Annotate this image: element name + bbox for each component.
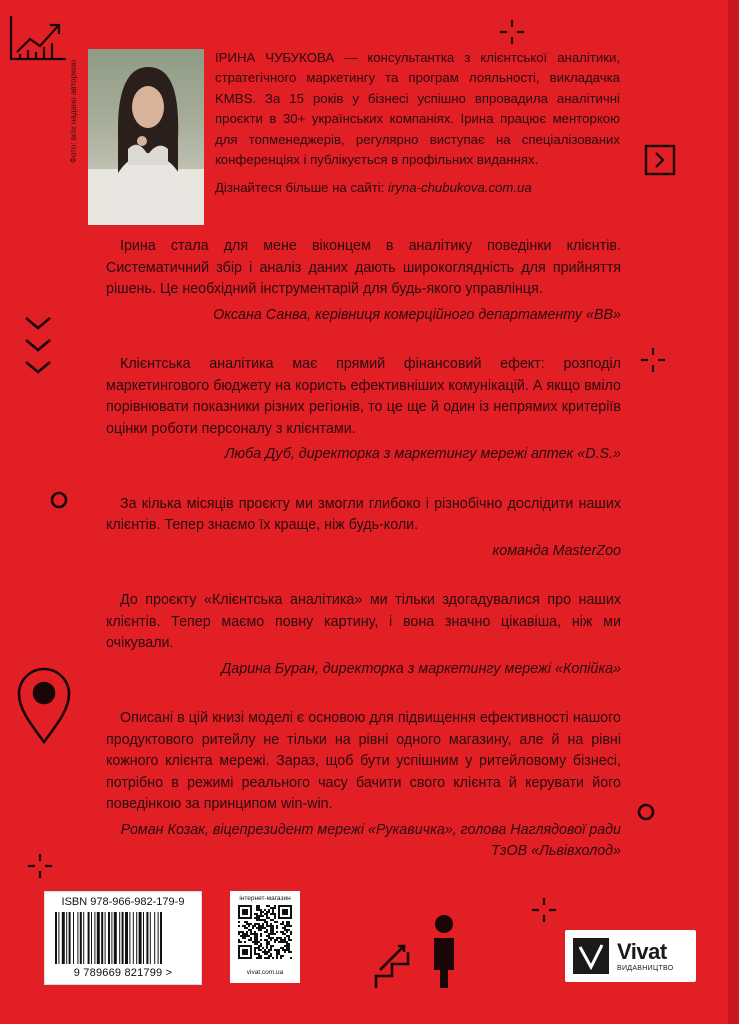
map-pin-icon	[16, 667, 72, 745]
circle-icon	[636, 802, 656, 822]
career-stairs-person-icon	[374, 908, 466, 990]
testimonial-text: До проєкту «Клієнтська аналітика» ми тільки здогадувалися про наших клієнтів. Тепер маємо повну картину, і вона значно цікавіша, ніж ми очікували.	[106, 592, 621, 651]
photo-credit: Фото: всіх надано авторкою	[69, 60, 78, 164]
testimonial	[106, 494, 621, 563]
testimonial-author: Роман Козак, віцепрезидент мережі «Рукавичка», голова Наглядової ради ТзОВ «Львівхолод»	[120, 821, 621, 859]
sparkle-icon	[26, 852, 54, 880]
testimonial-text: Ірина стала для мене віконцем в аналітику поведінки клієнтів. Систематичний збір і аналіз даних дають широкоглядність для прийняття рішень. Це необхідний інструментарій для будь-якого управлінця.	[106, 238, 621, 297]
author-photo	[88, 49, 204, 225]
chevron-right-box-icon	[644, 144, 676, 176]
barcode-graphic	[53, 912, 193, 966]
qr-code-graphic[interactable]	[238, 905, 292, 959]
testimonial	[106, 590, 621, 680]
testimonial-text: За кілька місяців проєкту ми змогли глибоко і різнобічно дослідити наших клієнтів. Тепер знаємо їх краще, ніж будь-коли.	[106, 495, 621, 533]
testimonial-author: команда MasterZoo	[492, 542, 621, 559]
vivat-mark-icon	[573, 938, 609, 974]
author-bio	[215, 48, 620, 199]
testimonial-text: Клієнтська аналітика має прямий фінансовий ефект: розподіл маркетингового бюджету на користь ефективніших комунікацій. А якщо вміло порівнювати показники різних регіонів, то це ще й один із непрямих критеріїв оцінки роботи персоналу з клієнтами.	[106, 356, 621, 437]
author-name: ІРИНА ЧУБУКОВА	[215, 50, 335, 65]
testimonial	[106, 354, 621, 466]
testimonial-text: Описані в цій книзі моделі є основою для підвищення ефективності нашого продуктового ритейлу не тільки на рівні одного магазину, але й на рівні кожного клієнта мережі. Зараз, щоб бути успішним у ритейловому бізнесі, потрібно в режимі реального часу бачити свого клієнта й керувати його поведінкою за принципом win-win.	[106, 710, 621, 812]
triple-chevron-down-icon	[24, 314, 52, 380]
qr-label: інтернет-магазин	[239, 895, 291, 902]
testimonials	[106, 236, 621, 891]
growth-chart-icon	[8, 14, 68, 62]
testimonial-author: Оксана Санва, керівниця комерційного департаменту «ВВ»	[213, 306, 621, 323]
sparkle-icon	[639, 346, 667, 374]
publisher-name: Vivat	[617, 939, 667, 964]
testimonial	[106, 236, 621, 326]
author-site-url[interactable]: iryna-chubukova.com.ua	[388, 180, 532, 196]
circle-icon	[49, 490, 69, 510]
qr-url: vivat.com.ua	[246, 969, 284, 976]
testimonial-author: Люба Дуб, директорка з маркетингу мережі аптек «D.S.»	[224, 446, 621, 462]
publisher-logo	[565, 930, 696, 982]
spine-edge	[728, 0, 739, 1024]
author-description: — консультантка з клієнтської аналітики, стратегічного маркетингу та програм лояльності, викладачка KMBS. За 15 років у бізнесі успішно впровадила аналітичні проєкти в 30+ українських компаніях. Ірина працює менторкою для топменеджерів, регулярно виступає на спеціалізованих конференціях і публікується в профільних виданнях.	[215, 50, 620, 168]
isbn-label: ISBN 978-966-982-179-9	[61, 896, 185, 908]
publisher-subtitle: ВИДАВНИЦТВО	[617, 965, 674, 972]
testimonial	[106, 708, 621, 863]
qr-code-box	[230, 891, 300, 983]
isbn-digits: 9 789669 821799 >	[73, 967, 173, 979]
testimonial-author: Дарина Буран, директорка з маркетингу мережі «Копійка»	[221, 660, 621, 677]
isbn-barcode-box	[44, 891, 202, 985]
sparkle-icon	[498, 18, 526, 46]
author-site: Дізнайтеся більше на сайті: iryna-chubukova.com.ua	[215, 180, 532, 196]
sparkle-icon	[530, 896, 558, 924]
